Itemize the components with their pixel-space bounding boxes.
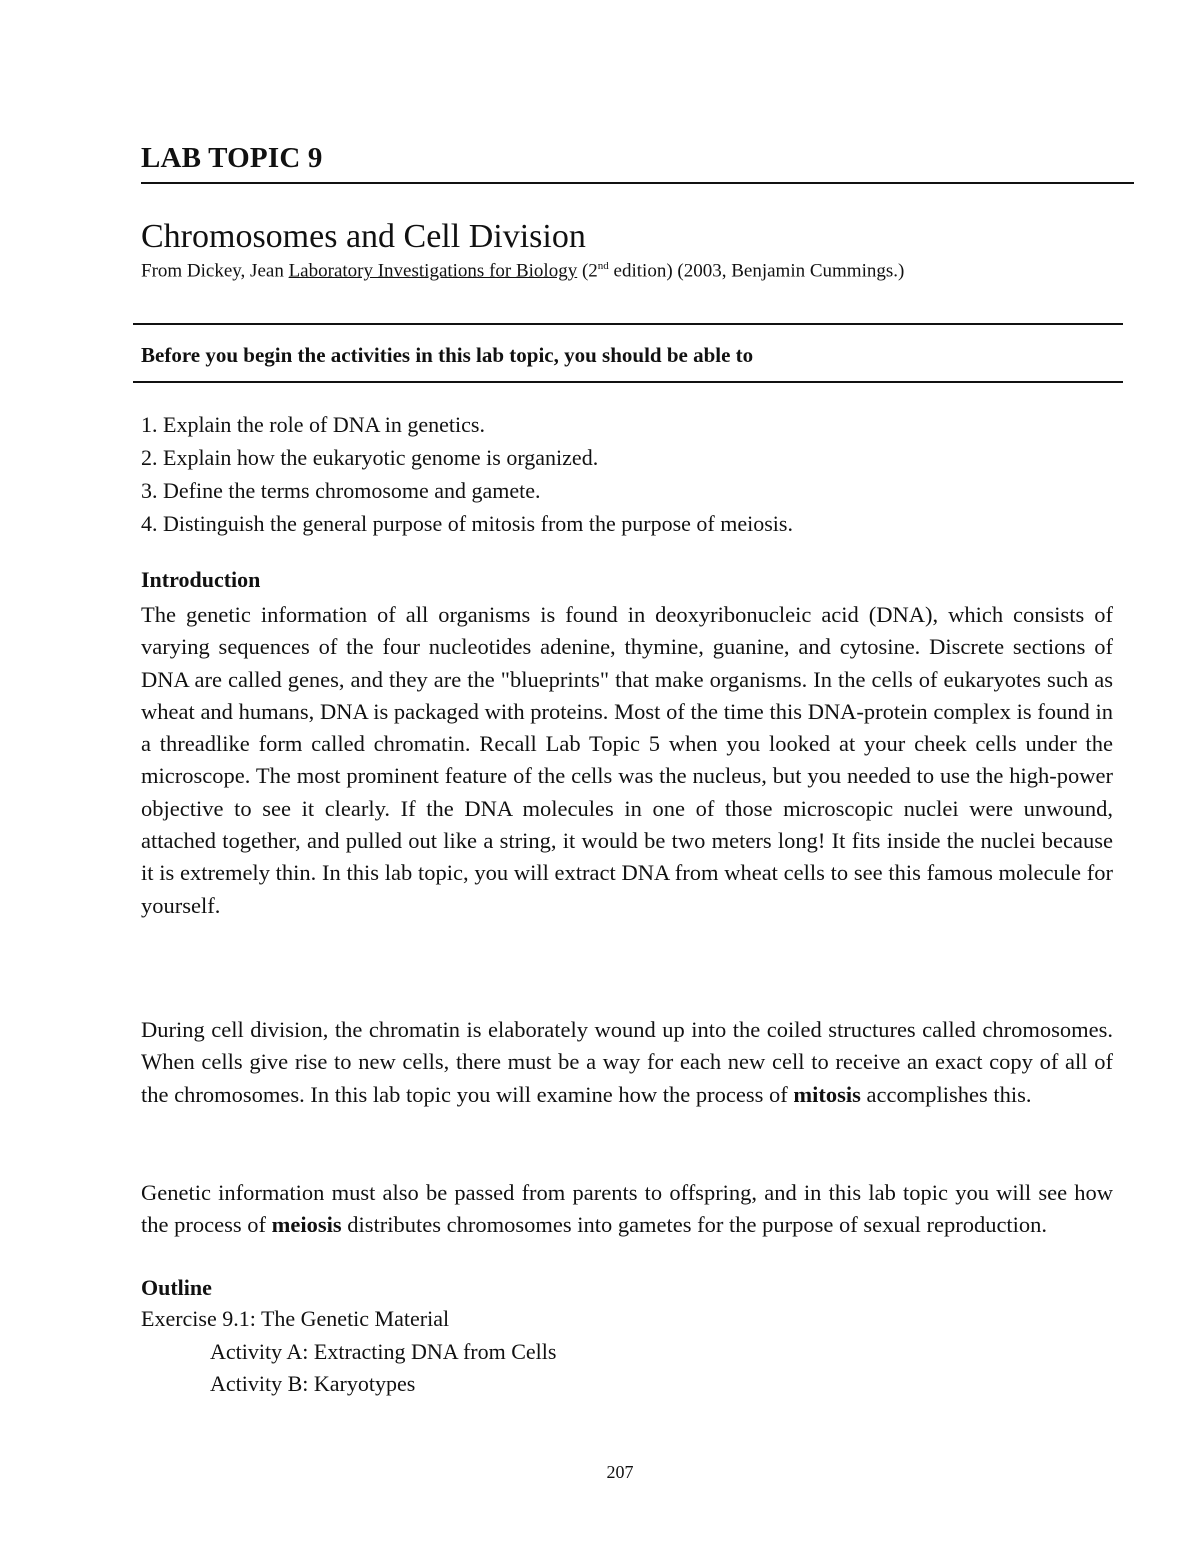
paragraph-3-text-a: Genetic information must also be passed from parents to offspring, and in this lab topic you will see how the process of [141,1180,1113,1238]
outline-activity: Activity A: Extracting DNA from Cells [210,1339,557,1364]
page-number: 207 [606,1462,634,1482]
introduction-paragraph-3 [141,1177,1113,1242]
page-title: Chromosomes and Cell Division [141,218,586,255]
introduction-paragraph-1: The genetic information of all organisms is found in deoxyribonucleic acid (DNA), which consists of varying sequences of the four nucleotides adenine, thymine, guanine, and cytosine. Discrete sections of DNA are called genes, and they are the "blueprints" that make organisms. In the cells of eukaryotes such as wheat and humans, DNA is packaged with proteins. Most of the time this DNA-protein complex is found in a threadlike form called chromatin. Recall Lab Topic 5 when you looked at your cheek cells under the microscope. The most prominent feature of the cells was the nucleus, but you needed to use the high-power objective to see it clearly. If the DNA molecules in one of those microscopic nuclei were unwound, attached together, and pulled out like a string, it would be two meters long! It fits inside the nuclei because it is extremely thin. In this lab topic, you will extract DNA from wheat cells to see this famous molecule for yourself. [141,602,1113,918]
source-edition-rest: edition) (2003, Benjamin Cummings.) [608,260,905,282]
outline-exercise: Exercise 9.1: The Genetic Material [141,1306,450,1331]
paragraph-3-text-b: distributes chromosomes into gametes for the purpose of sexual reproduction. [341,1212,1048,1238]
paragraph-2-text-a: During cell division, the chromatin is elaborately wound up into the coiled structures called chromosomes. When cells give rise to new cells, there must be a way for each new cell to receive an exact copy of all of the chromosomes. In this lab topic you will examine how the process of [141,1017,1113,1107]
prereq-top-divider [133,323,1123,325]
lab-topic-label: LAB TOPIC 9 [141,142,323,174]
outline-activity: Activity B: Karyotypes [210,1371,416,1396]
mitosis-term: mitosis [793,1081,861,1107]
prereq-bottom-divider [133,381,1123,383]
objective-item: 1. Explain the role of DNA in genetics. [141,412,485,437]
source-edition-superscript: nd [597,260,609,272]
objective-item: 3. Define the terms chromosome and gamete. [141,478,541,503]
header-divider [141,182,1134,184]
prerequisites-heading: Before you begin the activities in this lab topic, you should be able to [141,343,754,367]
source-edition-open: (2 [577,260,598,282]
objectives-list [141,408,793,540]
source-book-title: Laboratory Investigations for Biology [288,260,578,282]
outline-heading: Outline [141,1275,212,1300]
source-citation [141,260,904,282]
introduction-heading: Introduction [141,567,261,592]
paragraph-2-text-b: accomplishes this. [860,1081,1032,1107]
meiosis-term: meiosis [271,1212,342,1238]
source-prefix: From Dickey, Jean [141,260,289,282]
objective-item: 4. Distinguish the general purpose of mitosis from the purpose of meiosis. [141,511,793,536]
objective-item: 2. Explain how the eukaryotic genome is organized. [141,445,599,470]
introduction-paragraph-2 [141,1014,1113,1111]
